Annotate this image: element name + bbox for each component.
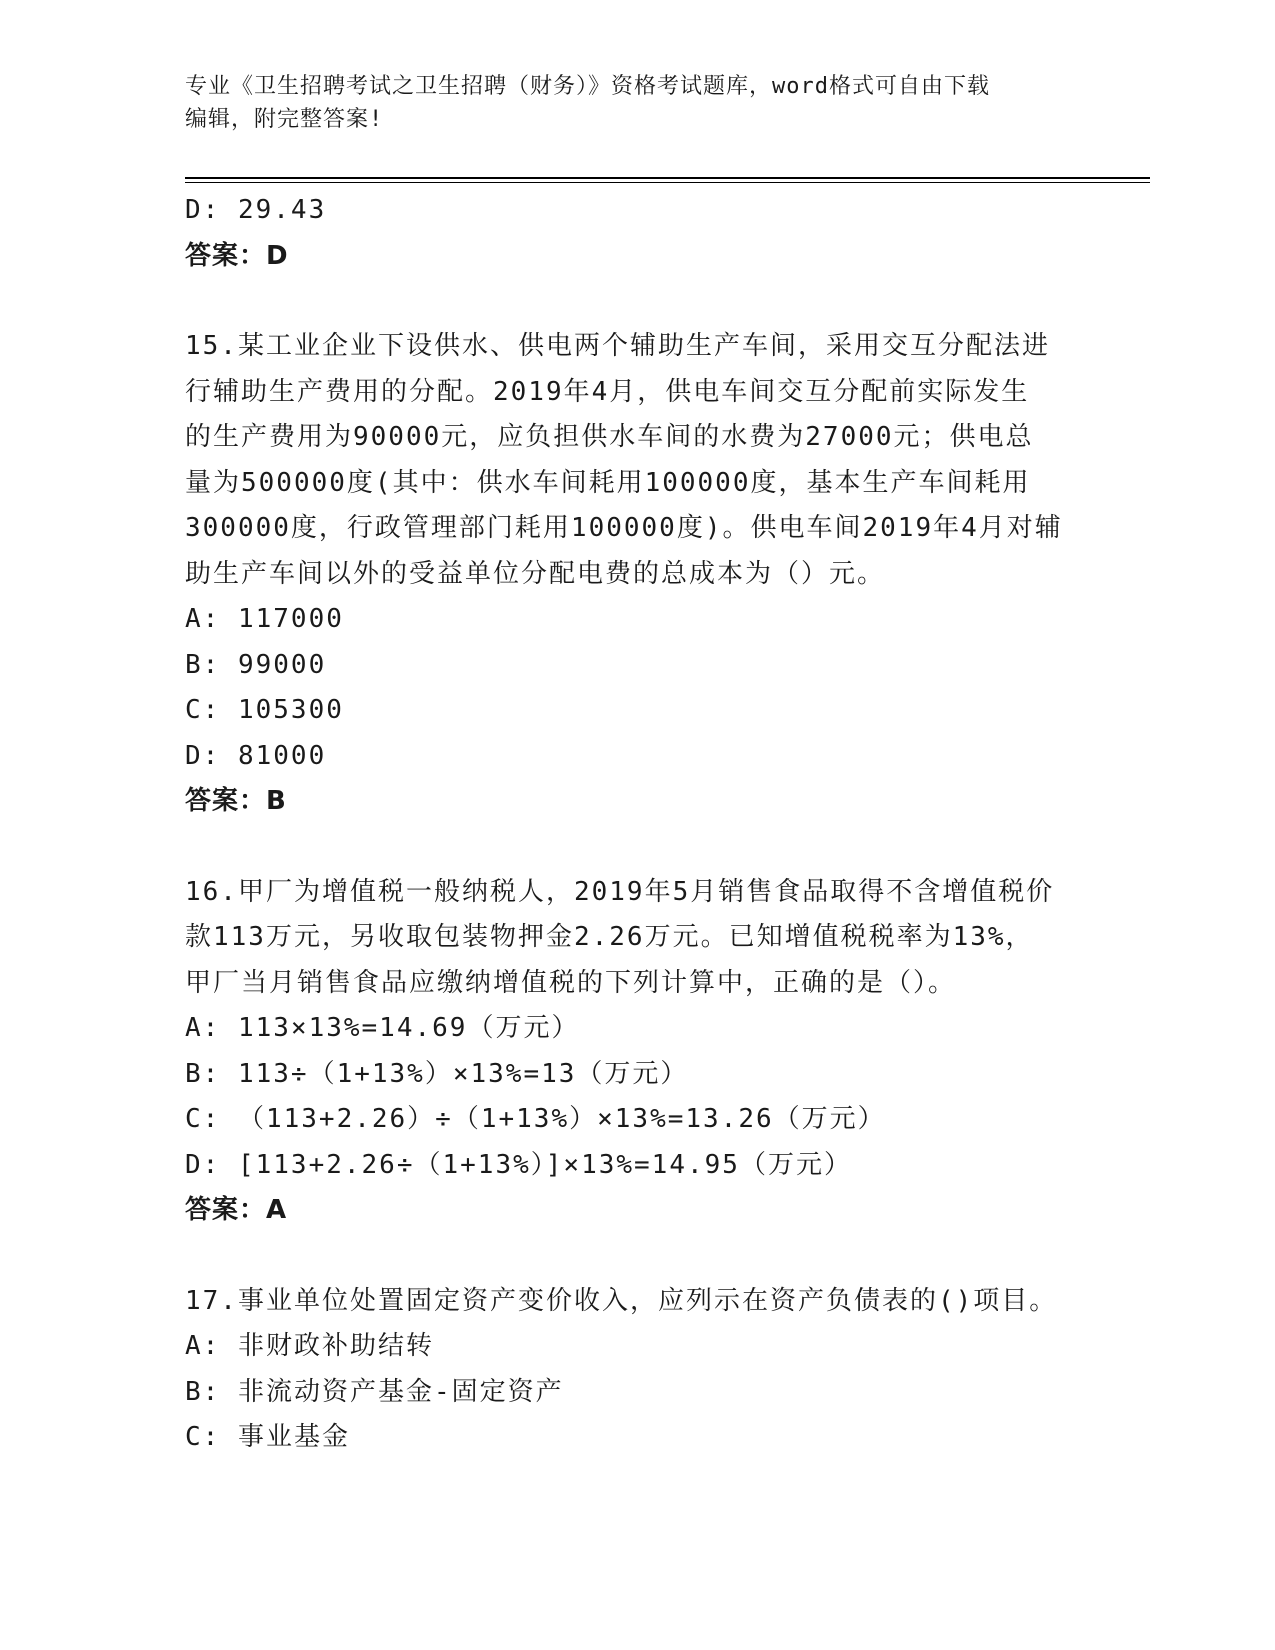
question-stem-line: 16.甲厂为增值税一般纳税人，2019年5月销售食品取得不含增值税价 [185, 876, 1055, 907]
question-stem-line: 300000度，行政管理部门耗用100000度)。供电车间2019年4月对辅 [185, 513, 1063, 543]
answer: 答案：A [185, 1195, 288, 1225]
spacer [185, 1234, 1090, 1279]
option-c: C: 事业基金 [185, 1422, 350, 1452]
question-stem-line: 助生产车间以外的受益单位分配电费的总成本为（）元。 [185, 558, 886, 589]
option-b: B: 99000 [185, 649, 327, 680]
question-17 [185, 1279, 1090, 1461]
previous-question-tail [185, 188, 1090, 279]
option-b: B: 非流动资产基金-固定资产 [185, 1376, 564, 1407]
question-15 [185, 324, 1090, 825]
question-content [185, 188, 1090, 1461]
header-rule-thick [185, 177, 1150, 179]
option-a: A: 113×13%=14.69（万元） [185, 1013, 580, 1043]
option-a: A: 非财政补助结转 [185, 1331, 434, 1361]
option-b: B: 113÷（1+13%）×13%=13（万元） [185, 1058, 689, 1089]
document-header [185, 70, 1085, 136]
question-stem-line: 17.事业单位处置固定资产变价收入，应列示在资产负债表的()项目。 [185, 1285, 1058, 1316]
spacer [185, 279, 1090, 324]
question-stem-line: 的生产费用为90000元，应负担供水车间的水费为27000元；供电总 [185, 422, 1034, 452]
option-a: A: 117000 [185, 604, 344, 634]
header-line-2: 编辑，附完整答案! [185, 107, 384, 132]
answer: 答案：B [185, 786, 287, 816]
option-d: D: 29.43 [185, 195, 327, 225]
option-d: D: [113+2.26÷（1+13%）]×13%=14.95（万元） [185, 1149, 852, 1180]
option-c: C: 105300 [185, 695, 344, 725]
question-stem-line: 甲厂当月销售食品应缴纳增值税的下列计算中，正确的是（）。 [185, 967, 957, 998]
header-line-1: 专业《卫生招聘考试之卫生招聘（财务）》资格考试题库，word格式可自由下载 [185, 74, 990, 99]
answer: 答案：D [185, 240, 289, 271]
question-stem-line: 15.某工业企业下设供水、供电两个辅助生产车间，采用交互分配法进 [185, 331, 1050, 361]
option-d: D: 81000 [185, 740, 327, 771]
question-stem-line: 行辅助生产费用的分配。2019年4月，供电车间交互分配前实际发生 [185, 376, 1030, 407]
question-stem-line: 量为500000度(其中：供水车间耗用100000度，基本生产车间耗用 [185, 467, 1031, 498]
question-stem-line: 款113万元，另收取包装物押金2.26万元。已知增值税税率为13%， [185, 922, 1034, 952]
header-rule-thin [185, 182, 1150, 183]
question-16 [185, 870, 1090, 1234]
option-c: C: （113+2.26）÷（1+13%）×13%=13.26（万元） [185, 1104, 886, 1134]
spacer [185, 825, 1090, 870]
